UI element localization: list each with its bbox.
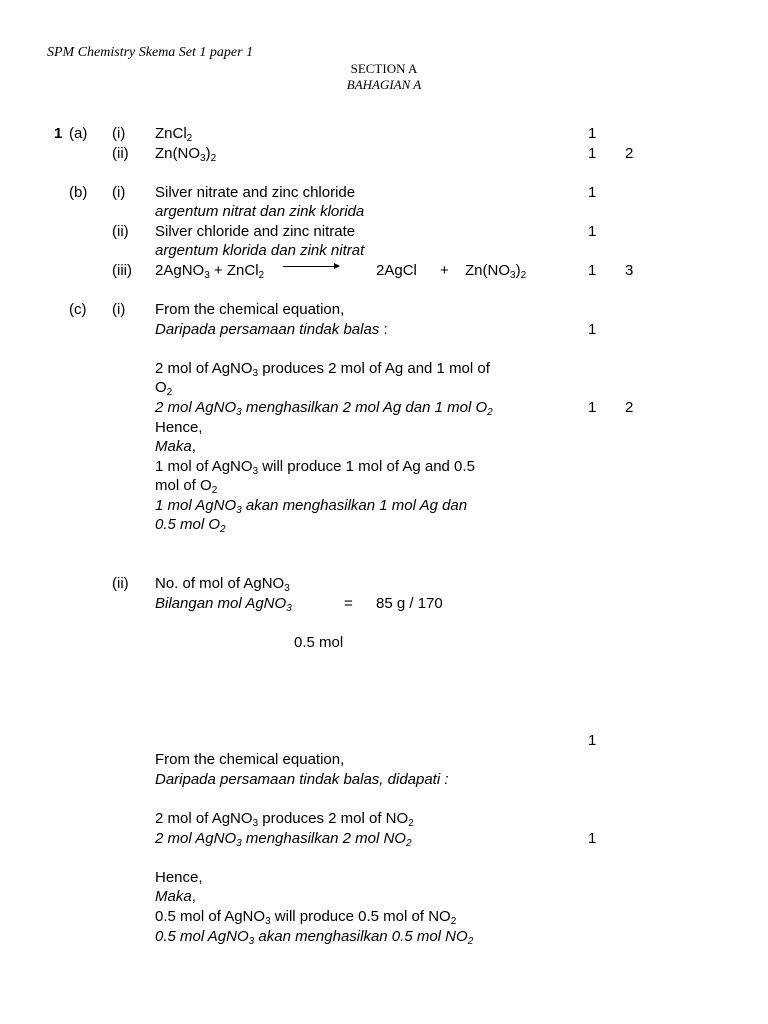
c-i-line-9: mol of $O_2$: [155, 477, 218, 496]
c-i-line-8: 1 mol of AgNO$_3$ will produce 1 mol of Ag and 0.5: [155, 458, 475, 477]
c-i-line-3: 2 mol of AgNO$_3$ produces 2 mol of Ag and 1 mol of: [155, 360, 490, 379]
c-i-line-5: 2 mol AgNO$_3$ menghasilkan 2 mol Ag dan 1 mol $O_2$: [155, 399, 493, 418]
c-ii-line-4-malay: Daripada persamaan tindak balas, didapati :: [155, 771, 449, 788]
section-title-malay: BAHAGIAN A: [346, 77, 422, 92]
sub-i-label: (i): [112, 301, 126, 318]
c-i-line-4: $O_2$: [155, 379, 173, 398]
answer-a-i: ZnCl$_2$: [155, 125, 193, 144]
mark-a-i: 1: [588, 125, 597, 142]
equation-product-2: $Zn(NO_3)_2$: [465, 262, 527, 281]
c-ii-line-5: 2 mol of AgNO$_3$ produces 2 mol of $NO_2$: [155, 810, 414, 829]
c-ii-line-9: 0.5 mol AgNO$_3$ akan menghasilkan 0.5 mol $NO_2$: [155, 928, 474, 947]
answer-b-i: Silver nitrate and zinc chloride: [155, 184, 356, 201]
part-a-label: (a): [69, 125, 88, 142]
c-ii-line-6: 2 mol AgNO$_3$ menghasilkan 2 mol $NO_2$: [155, 830, 412, 849]
mark-c-ii-1: 1: [588, 732, 597, 749]
mark-c-i-1: 1: [588, 321, 597, 338]
c-i-maka: Maka,: [155, 438, 196, 455]
mark-c-ii-2: 1: [588, 830, 597, 847]
section-title: SECTION A: [350, 61, 418, 76]
sub-iii-label: (iii): [112, 262, 132, 279]
c-i-line-1: From the chemical equation,: [155, 301, 345, 318]
answer-a-ii: $Zn(NO_3)_2$: [155, 145, 217, 164]
c-i-hence: Hence,: [155, 419, 203, 436]
c-ii-hence: Hence,: [155, 869, 203, 886]
sub-ii-label: (ii): [112, 145, 129, 162]
c-ii-result: 0.5 mol: [294, 634, 344, 651]
c-ii-line-8: 0.5 mol of AgNO$_3$ will produce 0.5 mol of $NO_2$: [155, 908, 457, 927]
c-i-line-2: Daripada persamaan tindak balas :: [155, 321, 388, 338]
mark-b-i: 1: [588, 184, 597, 201]
mark-a-ii: 1: [588, 145, 597, 162]
c-ii-equals: =: [344, 595, 353, 612]
equation-lhs: 2AgNO$_3$ + ZnCl$_2$: [155, 262, 265, 281]
part-c-label: (c): [69, 301, 87, 318]
answer-b-ii-malay: argentum klorida dan zink nitrat: [155, 242, 365, 259]
mark-b-iii: 1: [588, 262, 597, 279]
sub-ii-label: (ii): [112, 223, 129, 240]
c-i-line-11: 0.5 mol $O_2$: [155, 516, 226, 535]
document-header-title: SPM Chemistry Skema Set 1 paper 1: [47, 45, 254, 60]
equation-plus: +: [440, 262, 449, 279]
total-b: 3: [625, 262, 634, 279]
reaction-arrow-icon: [283, 266, 339, 267]
c-ii-calculation: 85 g / 170: [376, 595, 443, 612]
c-ii-maka: Maka,: [155, 888, 196, 905]
answer-b-ii: Silver chloride and zinc nitrate: [155, 223, 356, 240]
c-ii-line-4: From the chemical equation,: [155, 751, 345, 768]
equation-product-1: 2AgCl: [376, 262, 417, 279]
total-a: 2: [625, 145, 634, 162]
mark-b-ii: 1: [588, 223, 597, 240]
total-c-i: 2: [625, 399, 634, 416]
mark-c-i-2: 1: [588, 399, 597, 416]
answer-b-i-malay: argentum nitrat dan zink klorida: [155, 203, 365, 220]
sub-ii-label: (ii): [112, 575, 129, 592]
c-ii-line-2: Bilangan mol AgNO$_3$: [155, 595, 292, 614]
sub-i-label: (i): [112, 184, 126, 201]
c-ii-line-1: No. of mol of AgNO$_3$: [155, 575, 290, 594]
c-i-line-10: 1 mol AgNO$_3$ akan menghasilkan 1 mol Ag dan: [155, 497, 468, 516]
question-number: 1: [54, 125, 63, 142]
sub-i-label: (i): [112, 125, 126, 142]
part-b-label: (b): [69, 184, 88, 201]
